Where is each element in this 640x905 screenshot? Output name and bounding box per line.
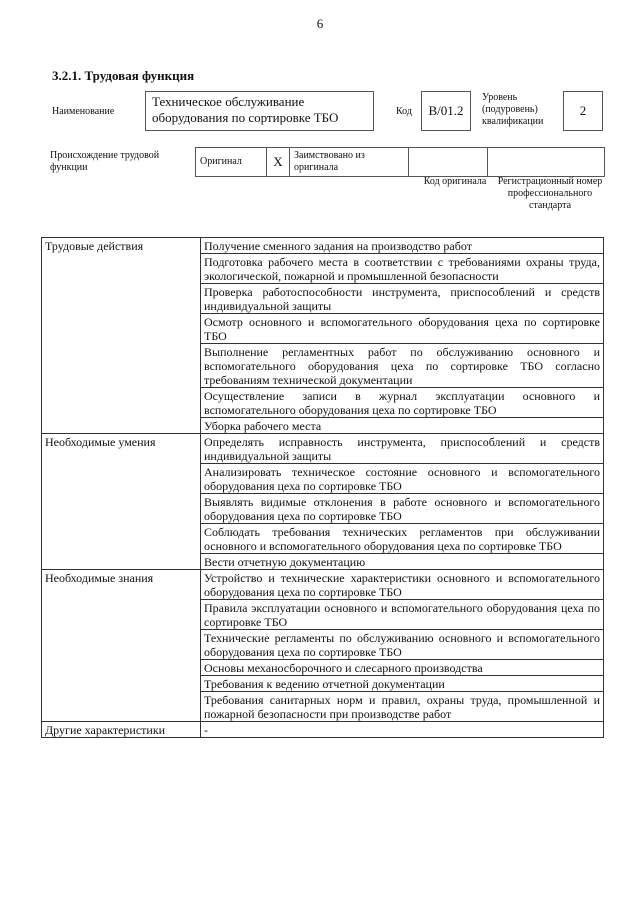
origin-label: Происхождение трудовой функции (50, 150, 160, 173)
section-item: Уборка рабочего места (201, 418, 604, 434)
level-value-box: 2 (563, 91, 603, 131)
section-item: Правила эксплуатации основного и вспомогательного оборудования цеха по сортировке ТБО (201, 600, 604, 630)
section-item: Осуществление записи в журнал эксплуатации основного и вспомогательного оборудования цеха по сортировке ТБО (201, 388, 604, 418)
section-item: Выявлять видимые отклонения в работе основного и вспомогательного оборудования цеха по сортировке ТБО (201, 494, 604, 524)
section-item: Соблюдать требования технических регламентов при обслуживании основного и вспомогательного оборудования цеха по сортировке ТБО (201, 524, 604, 554)
origin-table (195, 147, 605, 177)
section-label: Необходимые умения (42, 434, 201, 570)
table-row (42, 434, 604, 464)
section-item: Вести отчетную документацию (201, 554, 604, 570)
section-item: Осмотр основного и вспомогательного оборудования цеха по сортировке ТБО (201, 314, 604, 344)
function-details-body (42, 238, 604, 738)
reg-number-cell (488, 148, 605, 177)
code-original-cell (409, 148, 488, 177)
section-label: Другие характеристики (42, 722, 201, 738)
section-item: Основы механосборочного и слесарного производства (201, 660, 604, 676)
table-row (42, 238, 604, 254)
original-mark: X (267, 148, 290, 177)
original-cell (196, 148, 267, 177)
original-label: Оригинал (200, 156, 242, 167)
section-item: Получение сменного задания на производство работ (201, 238, 604, 254)
section-item: Анализировать техническое состояние основного и вспомогательного оборудования цеха по сортировке ТБО (201, 464, 604, 494)
section-item: Требования к ведению отчетной документации (201, 676, 604, 692)
table-row (42, 570, 604, 600)
code-value-box: B/01.2 (421, 91, 471, 131)
function-details-table (41, 237, 604, 738)
table-row (42, 722, 604, 738)
page-number: 6 (316, 16, 324, 31)
borrowed-label: Заимствовано из оригинала (290, 148, 409, 177)
code-label: Код (396, 106, 412, 117)
section-item: Технические регламенты по обслуживанию основного и вспомогательного оборудования цеха по сортировке ТБО (201, 630, 604, 660)
section-label: Трудовые действия (42, 238, 201, 434)
section-item: Подготовка рабочего места в соответствии с требованиями охраны труда, экологической, пожарной и промышленной безопасности (201, 254, 604, 284)
section-item: Устройство и технические характеристики основного и вспомогательного оборудования цеха по сортировке ТБО (201, 570, 604, 600)
level-label: Уровень (подуровень) квалификации (482, 92, 544, 127)
section-title: 3.2.1. Трудовая функция (52, 68, 195, 83)
section-label: Необходимые знания (42, 570, 201, 722)
section-item: - (201, 722, 604, 738)
section-item: Проверка работоспособности инструмента, приспособлений и средств индивидуальной защиты (201, 284, 604, 314)
code-original-label: Код оригинала (423, 176, 487, 187)
name-label: Наименование (52, 106, 115, 117)
section-item: Определять исправность инструмента, приспособлений и средств индивидуальной защиты (201, 434, 604, 464)
function-name-box: Техническое обслуживание оборудования по сортировке ТБО (145, 91, 374, 131)
section-item: Требования санитарных норм и правил, охраны труда, промышленной и пожарной безопасности при производстве работ (201, 692, 604, 722)
section-item: Выполнение регламентных работ по обслуживанию основного и вспомогательного оборудования цеха по сортировке ТБО согласно требованиям технической документации (201, 344, 604, 388)
reg-number-label: Регистрационный номер профессионального стандарта (497, 176, 603, 211)
